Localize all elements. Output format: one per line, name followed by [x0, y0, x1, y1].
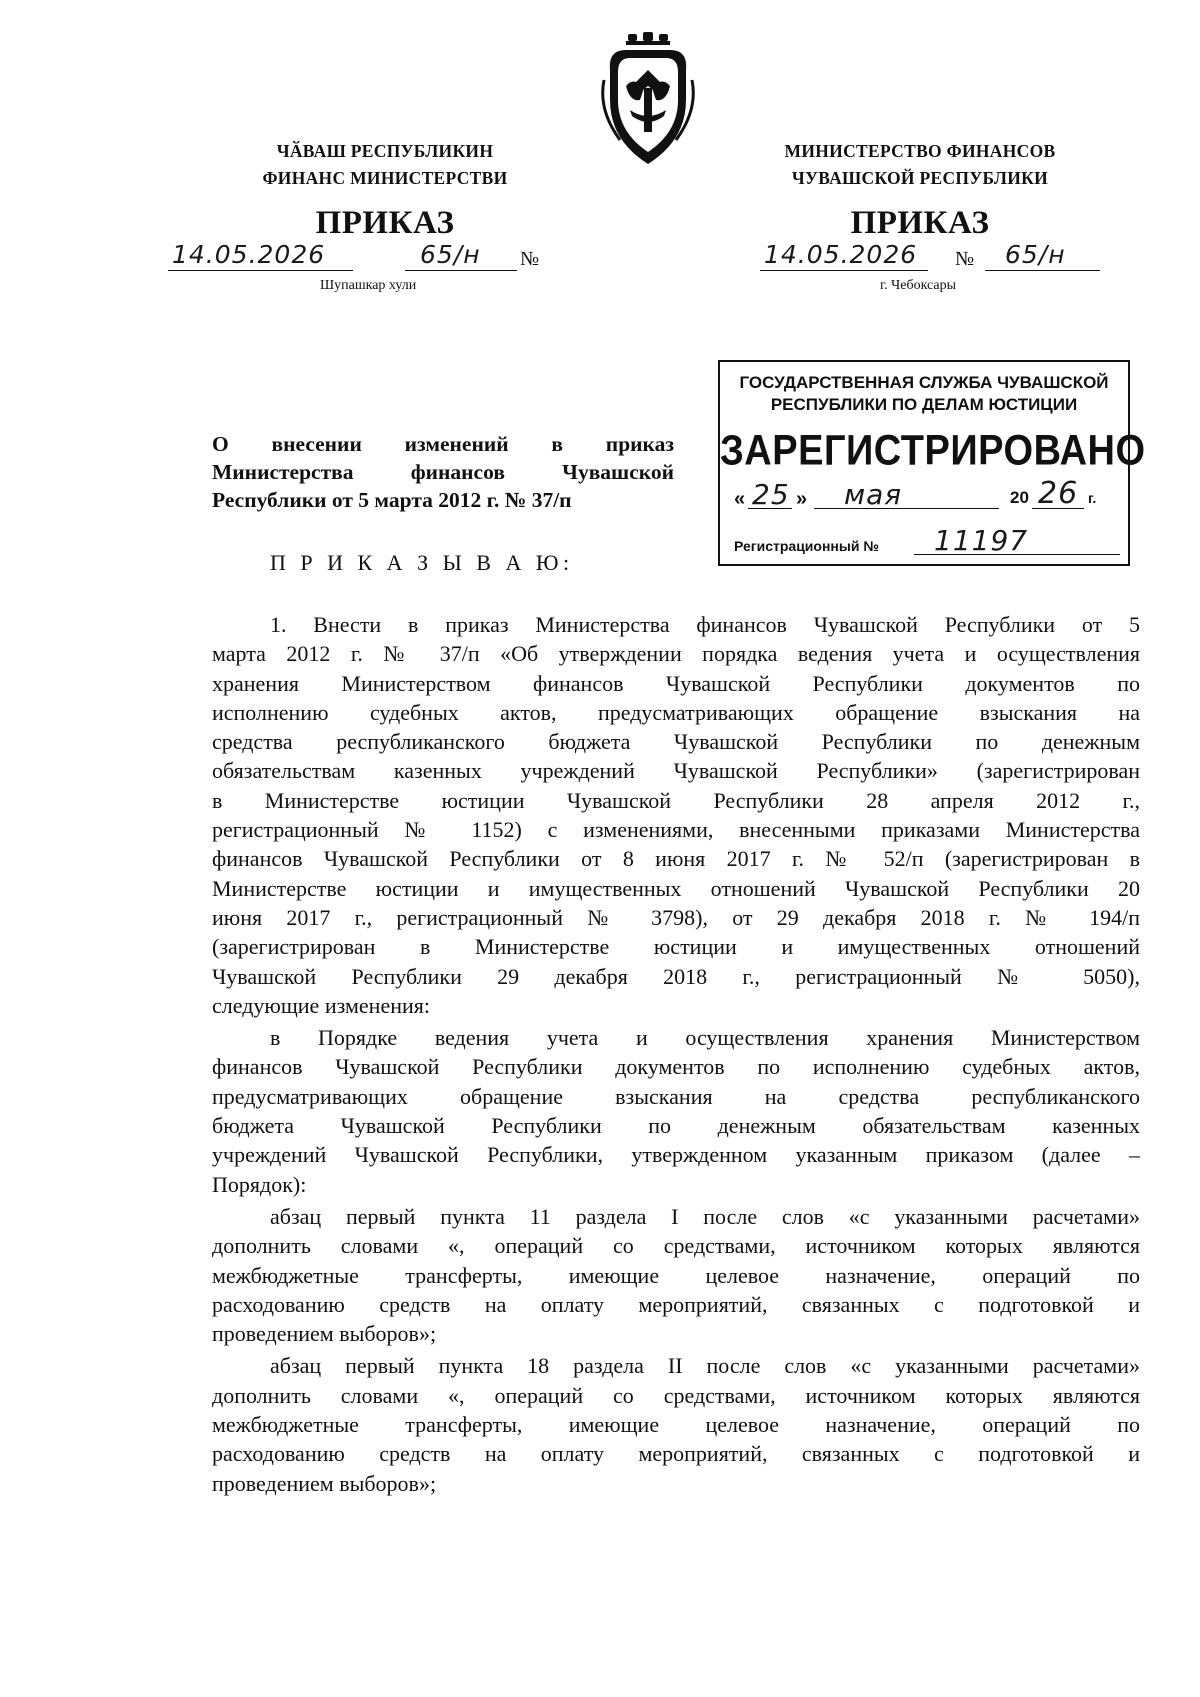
stamp-reg-label: Регистрационный № — [734, 538, 879, 554]
stamp-reg-number-line — [734, 524, 1118, 560]
prikaz-title-left: ПРИКАЗ — [315, 205, 455, 241]
body-line: следующие изменения: — [212, 992, 430, 1018]
body-line: 1. Внести в приказ Министерства финансов Чувашской Республики от 5 — [270, 612, 1140, 637]
body-line: дополнить словами «, операций со средствами, источником которых являются — [212, 1233, 1140, 1259]
stamp-quote-open: « — [734, 488, 746, 510]
body-line: расходованию средств на оплату мероприятий, связанных с подготовкой и — [212, 1291, 1140, 1317]
body-line: в Министерстве юстиции Чувашской Республики 28 апреля 2012 г., — [212, 787, 1140, 813]
body-line: хранения Министерством финансов Чувашской Республики документов по — [212, 670, 1140, 696]
paragraph-1 — [212, 610, 1140, 1020]
body-line: предусматривающих обращение взыскания на средства республиканского — [212, 1083, 1140, 1109]
body-line: абзац первый пункта 18 раздела II после слов «с указанными расчетами» — [270, 1353, 1140, 1379]
body-line: (зарегистрирован в Министерстве юстиции и имущественных отношений — [212, 934, 1140, 960]
prikaz-title-right: ПРИКАЗ — [850, 205, 990, 241]
number-sign-right: № — [955, 248, 975, 270]
header-left-line1: ЧӐВАШ РЕСПУБЛИКИН — [276, 141, 494, 161]
stamp-org-name — [720, 372, 1128, 416]
body-line: в Порядке ведения учета и осуществления хранения Министерством — [270, 1025, 1140, 1051]
stamp-year-prefix: 20 — [1010, 488, 1029, 507]
body-line: межбюджетные трансферты, имеющие целевое назначение, операций по — [212, 1262, 1140, 1288]
document-subject — [212, 430, 674, 514]
subject-line-3: Республики от 5 марта 2012 г. № 37/п — [212, 488, 572, 512]
body-line: финансов Чувашской Республики документов по исполнению судебных актов, — [212, 1054, 1140, 1080]
body-line: марта 2012 г. № 37/п «Об утверждении порядка ведения учета и осуществления — [212, 641, 1140, 667]
body-line: Порядок): — [212, 1171, 307, 1197]
stamp-day-handwritten: 25 — [752, 478, 790, 511]
body-line: расходованию средств на оплату мероприятий, связанных с подготовкой и — [212, 1441, 1140, 1467]
place-left: Шупашкар хули — [320, 278, 417, 293]
body-line: обязательствам казенных учреждений Чувашской Республики» (зарегистрирован — [212, 758, 1140, 784]
subject-line-1: О внесении изменений в приказ — [212, 432, 674, 456]
body-line: Министерстве юстиции и имущественных отношений Чувашской Республики 20 — [212, 875, 1140, 901]
header-right-line1: МИНИСТЕРСТВО ФИНАНСОВ — [784, 141, 1056, 161]
body-line: финансов Чувашской Республики от 8 июня 2017 г. № 52/п (зарегистрирован в — [212, 846, 1140, 872]
stamp-org-line2: РЕСПУБЛИКИ ПО ДЕЛАМ ЮСТИЦИИ — [770, 395, 1078, 414]
body-line: средства республиканского бюджета Чувашской Республики по денежным — [212, 729, 1140, 755]
body-line: межбюджетные трансферты, имеющие целевое назначение, операций по — [212, 1412, 1140, 1438]
coat-of-arms-emblem — [600, 30, 696, 170]
body-line: регистрационный № 1152) с изменениями, внесенными приказами Министерства — [212, 817, 1140, 843]
body-line: проведением выборов»; — [212, 1321, 437, 1347]
body-line: учреждений Чувашской Республики, утвержденном указанным приказом (далее – — [212, 1142, 1140, 1168]
body-line: Чувашской Республики 29 декабря 2018 г., регистрационный № 5050), — [212, 963, 1140, 989]
date-right-handwritten: 14.05.2026 — [764, 240, 918, 269]
stamp-reg-number-handwritten: 11197 — [934, 524, 1029, 557]
registration-stamp — [718, 360, 1146, 566]
stamp-year-handwritten: 26 — [1038, 476, 1079, 511]
header-left-line2: ФИНАНС МИНИСТЕРСТВИ — [262, 168, 508, 188]
number-left-handwritten: 65/н — [420, 240, 481, 269]
stamp-registered-label: ЗАРЕГИСТРИРОВАНО — [720, 427, 1146, 475]
paragraph-2 — [212, 1023, 1140, 1199]
header-right-line2: ЧУВАШСКОЙ РЕСПУБЛИКИ — [791, 168, 1049, 188]
body-line: июня 2017 г., регистрационный № 3798), от 29 декабря 2018 г. № 194/п — [212, 904, 1140, 930]
body-line: проведением выборов»; — [212, 1470, 437, 1496]
number-sign-left: № — [520, 248, 540, 270]
order-word: П Р И К А З Ы В А Ю: — [270, 550, 574, 575]
header-left-org — [215, 138, 555, 192]
date-left-handwritten: 14.05.2026 — [172, 240, 326, 269]
stamp-month-underline — [814, 508, 999, 509]
body-line: бюджета Чувашской Республики по денежным обязательствам казенных — [212, 1113, 1140, 1139]
header-right-org — [750, 138, 1090, 192]
body-line: дополнить словами «, операций со средствами, источником которых являются — [212, 1382, 1140, 1408]
place-right: г. Чебоксары — [880, 278, 957, 293]
number-right-handwritten: 65/н — [1005, 240, 1066, 269]
stamp-date-line — [734, 476, 1118, 516]
subject-line-2: Министерства финансов Чувашской — [212, 460, 674, 484]
stamp-org-line1: ГОСУДАРСТВЕННАЯ СЛУЖБА ЧУВАШСКОЙ — [739, 373, 1109, 392]
paragraph-3 — [212, 1202, 1140, 1348]
stamp-quote-close: » — [796, 488, 808, 510]
stamp-month-handwritten: мая — [844, 478, 903, 511]
paragraph-4 — [212, 1351, 1140, 1497]
stamp-year-unit: г. — [1088, 490, 1097, 506]
document-body — [212, 610, 1140, 1501]
body-line: абзац первый пункта 11 раздела I после слов «с указанными расчетами» — [270, 1203, 1140, 1229]
body-line: исполнению судебных актов, предусматривающих обращение взыскания на — [212, 699, 1140, 725]
